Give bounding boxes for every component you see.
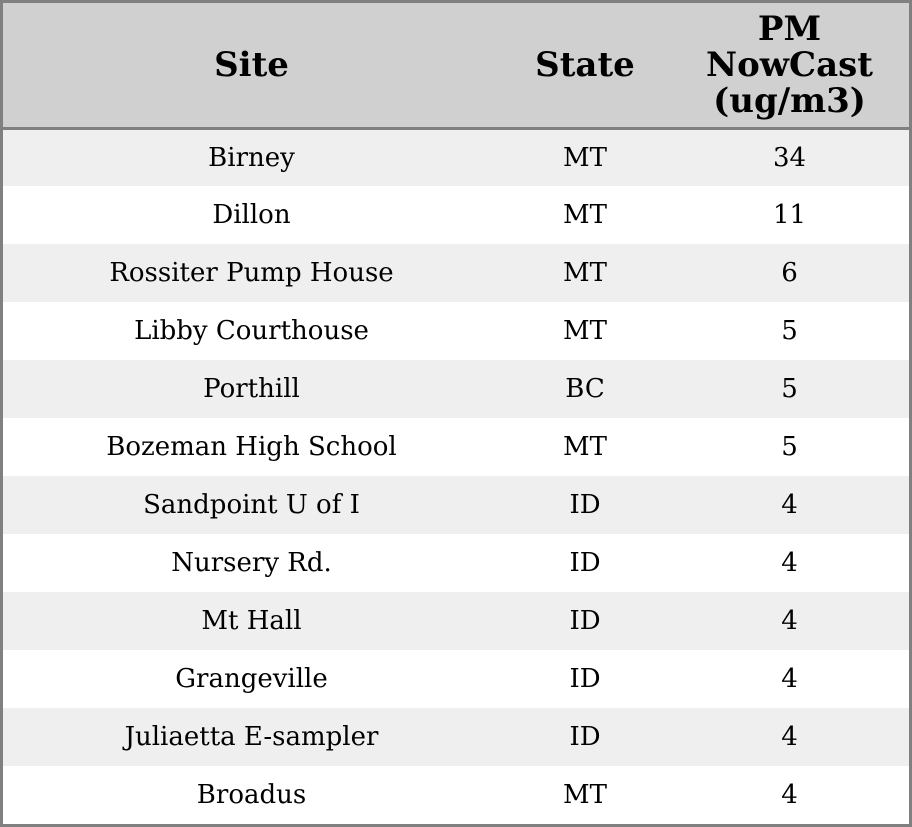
table-row xyxy=(3,128,909,186)
table-row xyxy=(3,302,909,360)
cell-pm: 34 xyxy=(772,142,807,173)
cell-site: Mt Hall xyxy=(201,606,302,636)
cell-state: BC xyxy=(565,374,605,404)
cell-state: MT xyxy=(563,780,607,810)
column-header-pm-nowcast xyxy=(670,3,909,128)
cell-site: Sandpoint U of I xyxy=(143,490,360,520)
column-header-state: State xyxy=(500,3,670,128)
cell-site: Grangeville xyxy=(175,664,328,694)
table-row xyxy=(3,708,909,766)
cell-pm: 4 xyxy=(781,548,798,578)
table-row xyxy=(3,244,909,302)
header-row xyxy=(3,3,909,128)
cell-state: MT xyxy=(563,200,607,230)
cell-state: MT xyxy=(563,316,607,346)
column-header-site: Site xyxy=(3,3,500,128)
cell-state: ID xyxy=(569,606,601,636)
cell-state: ID xyxy=(569,664,601,694)
cell-site: Dillon xyxy=(212,200,291,230)
cell-site: Rossiter Pump House xyxy=(109,258,394,288)
table-row xyxy=(3,592,909,650)
cell-state: ID xyxy=(569,722,601,752)
table-row xyxy=(3,766,909,824)
cell-pm: 5 xyxy=(781,432,798,462)
cell-state: ID xyxy=(569,548,601,578)
cell-state: MT xyxy=(563,432,607,462)
column-header-pm-line-1: PM xyxy=(757,8,822,49)
cell-pm: 4 xyxy=(781,722,798,752)
cell-site: Juliaetta E-sampler xyxy=(124,722,379,752)
cell-pm: 4 xyxy=(781,606,798,636)
cell-pm: 5 xyxy=(781,316,798,346)
cell-pm: 5 xyxy=(781,374,798,404)
table-body xyxy=(3,128,909,824)
cell-pm: 11 xyxy=(772,200,807,230)
cell-pm: 6 xyxy=(781,258,798,288)
table-header xyxy=(3,3,909,128)
table-row xyxy=(3,476,909,534)
pm-nowcast-table xyxy=(3,3,909,824)
table-row xyxy=(3,534,909,592)
cell-site: Bozeman High School xyxy=(106,432,397,462)
cell-site: Libby Courthouse xyxy=(134,316,369,346)
cell-site: Nursery Rd. xyxy=(171,548,332,578)
cell-pm: 4 xyxy=(781,490,798,520)
cell-pm: 4 xyxy=(781,780,798,810)
column-header-pm-line-3: (ug/m3) xyxy=(713,80,866,121)
cell-site: Porthill xyxy=(203,374,300,404)
cell-pm: 4 xyxy=(781,664,798,694)
cell-state: ID xyxy=(569,490,601,520)
cell-site: Broadus xyxy=(196,780,307,810)
table-row xyxy=(3,186,909,244)
cell-site: Birney xyxy=(208,142,295,173)
table-row xyxy=(3,418,909,476)
table-row xyxy=(3,360,909,418)
column-header-pm-line-2: NowCast xyxy=(706,44,873,85)
cell-state: MT xyxy=(563,142,607,173)
cell-state: MT xyxy=(563,258,607,288)
table-row xyxy=(3,650,909,708)
